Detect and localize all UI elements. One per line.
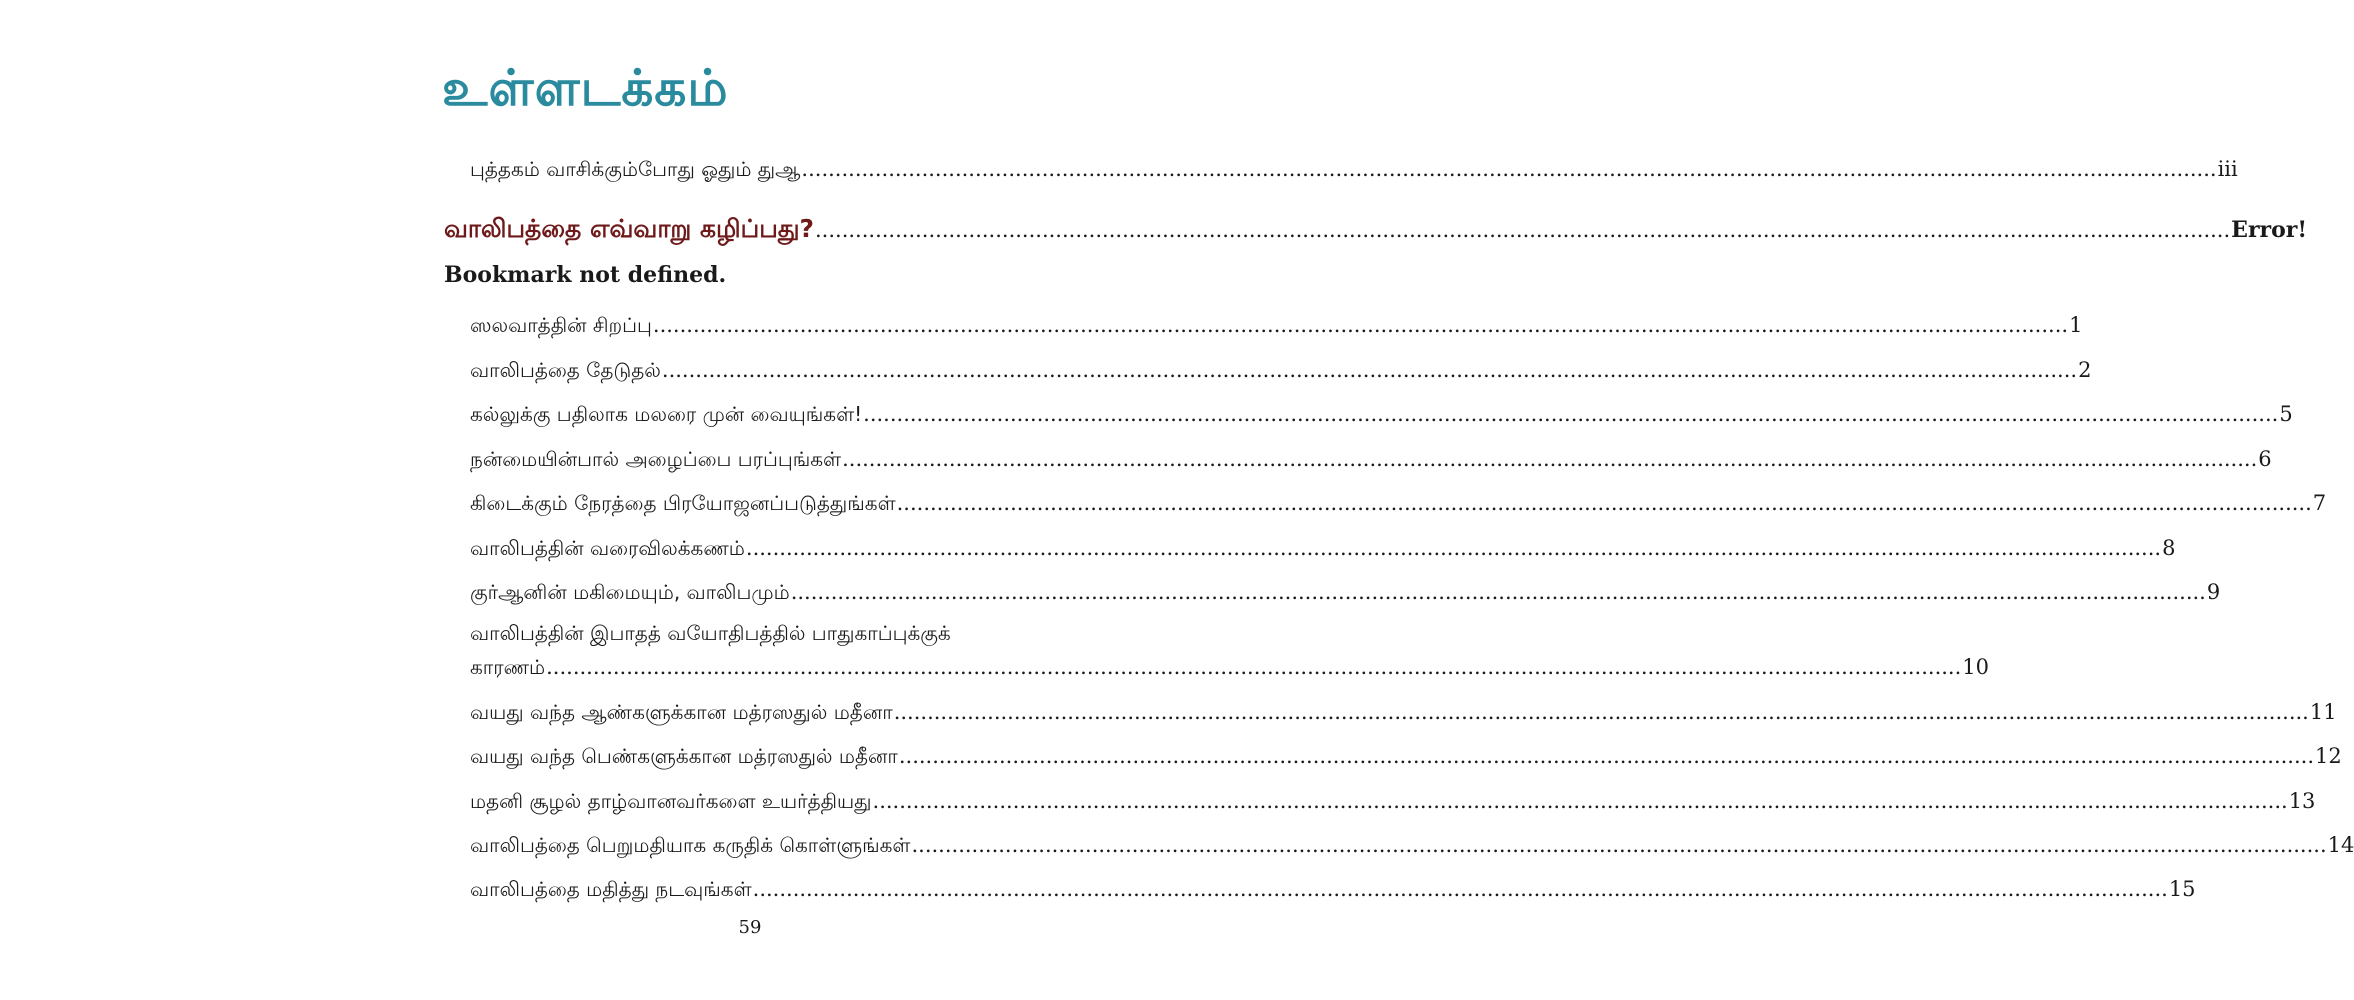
toc-entry-title: மதனி சூழல் தாழ்வானவர்களை உயர்த்தியது — [470, 789, 872, 813]
toc-dot-leader — [815, 215, 2230, 245]
toc-entry-title: வாலிபத்தின் வரைவிலக்கணம் — [470, 536, 745, 560]
page-title: உள்ளடக்கம் — [442, 59, 729, 117]
toc-entry-title: ஸலவாத்தின் சிறப்பு — [470, 313, 652, 337]
toc-entry-title: வாலிபத்தை மதித்து நடவுங்கள் — [470, 877, 752, 901]
toc-dot-leader — [911, 830, 2326, 860]
toc-entry[interactable] — [470, 310, 2083, 340]
toc-entry[interactable] — [470, 533, 2176, 563]
toc-entry[interactable] — [470, 830, 2354, 860]
toc-page-number: iii — [2217, 157, 2238, 181]
toc-entry[interactable] — [470, 488, 2327, 518]
toc-dot-leader — [897, 488, 2312, 518]
toc-page-number: 13 — [2288, 789, 2316, 813]
toc-entry-title: கிடைக்கும் நேரத்தை பிரயோஜனப்படுத்துங்கள் — [470, 491, 896, 515]
toc-entry[interactable] — [470, 652, 1990, 682]
toc-error-text: Error! — [2231, 217, 2308, 243]
toc-dot-leader — [746, 533, 2161, 563]
toc-page-number: 12 — [2315, 744, 2342, 768]
toc-entry-title: நன்மையின்பால் அழைப்பை பரப்புங்கள் — [470, 447, 842, 471]
toc-entry-title-line2: காரணம் — [470, 655, 546, 679]
toc-page-number: 10 — [1962, 655, 1990, 679]
toc-dot-leader — [894, 697, 2309, 727]
toc-chapter-title: வாலிபத்தை எவ்வாறு கழிப்பது? — [444, 214, 814, 243]
toc-error-continuation: Bookmark not defined. — [444, 262, 727, 288]
toc-entry[interactable] — [470, 874, 2196, 904]
toc-entry[interactable] — [470, 399, 2293, 429]
toc-dot-leader — [662, 355, 2077, 385]
toc-entry-title: வயது வந்த பெண்களுக்கான மத்ரஸதுல் மதீனா — [470, 744, 898, 768]
toc-page-number: 15 — [2168, 877, 2196, 901]
toc-chapter-heading[interactable] — [444, 214, 2308, 245]
toc-dot-leader — [842, 444, 2257, 474]
toc-page-number: 5 — [2279, 402, 2293, 426]
toc-entry-title: வாலிபத்தை தேடுதல் — [470, 358, 661, 382]
toc-dot-leader — [791, 577, 2206, 607]
toc-dot-leader — [863, 399, 2278, 429]
toc-page-number: 11 — [2309, 700, 2337, 724]
toc-page-number: 14 — [2327, 833, 2354, 857]
toc-entry-title: குர்ஆனின் மகிமையும், வாலிபமும் — [470, 580, 790, 604]
toc-entry[interactable] — [470, 741, 2342, 771]
toc-entry-title: வாலிபத்தை பெறுமதியாக கருதிக் கொள்ளுங்கள் — [470, 833, 911, 857]
toc-entry[interactable] — [470, 697, 2337, 727]
toc-dot-leader — [753, 874, 2168, 904]
toc-page-number: 7 — [2312, 491, 2327, 515]
toc-entry[interactable] — [470, 355, 2092, 385]
toc-page-number: 2 — [2078, 358, 2092, 382]
toc-entry-title: கல்லுக்கு பதிலாக மலரை முன் வையுங்கள்! — [470, 402, 863, 426]
toc-entry[interactable] — [470, 444, 2272, 474]
toc-page-number: 9 — [2206, 580, 2221, 604]
toc-page-number: 6 — [2258, 447, 2272, 471]
toc-dot-leader — [899, 741, 2314, 771]
toc-page-number: 8 — [2162, 536, 2176, 560]
toc-dot-leader — [801, 154, 2216, 184]
page-number: 59 — [738, 917, 762, 938]
toc-dot-leader — [653, 310, 2068, 340]
toc-entry[interactable] — [470, 577, 2221, 607]
toc-dot-leader — [546, 652, 1961, 682]
toc-entry-title: வயது வந்த ஆண்களுக்கான மத்ரஸதுல் மதீனா — [470, 700, 893, 724]
toc-entry-title: புத்தகம் வாசிக்கும்போது ஓதும் துஆ — [470, 157, 801, 181]
toc-entry[interactable] — [470, 786, 2316, 816]
toc-page-number: 1 — [2069, 313, 2083, 337]
toc-entry[interactable] — [470, 154, 2238, 184]
toc-dot-leader — [873, 786, 2288, 816]
toc-entry-title-line1[interactable]: வாலிபத்தின் இபாதத் வயோதிபத்தில் பாதுகாப்புக்குக் — [470, 621, 951, 645]
